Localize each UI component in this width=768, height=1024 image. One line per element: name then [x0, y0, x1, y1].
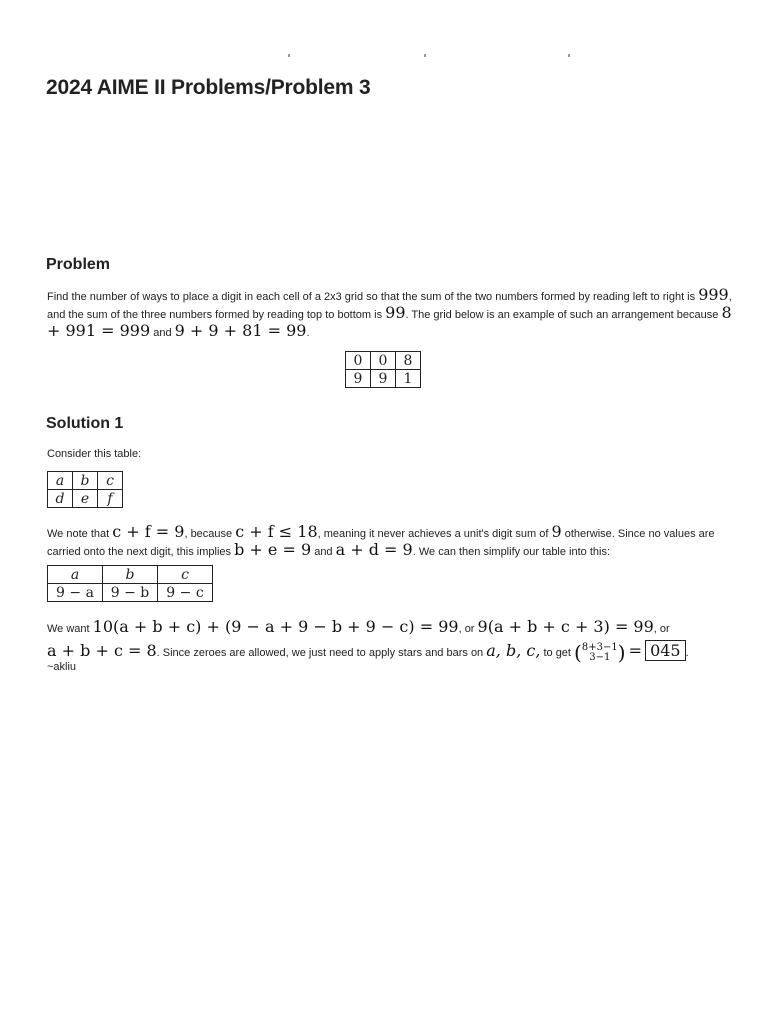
math-equals: = [628, 641, 642, 660]
solution-text: . [685, 647, 689, 659]
solution-text: , or [653, 623, 670, 635]
solution-text: and [311, 546, 336, 558]
boxed-answer: 045 [645, 640, 686, 661]
problem-heading: Problem [46, 256, 111, 273]
math-sum-rows: 8 + 991 = 999 [47, 303, 732, 340]
grid-cell: 1 [396, 370, 421, 388]
tick-mark [568, 54, 570, 57]
math-equation-3: a + b + c = 8 [47, 641, 157, 660]
grid-row [48, 490, 123, 508]
grid-cell: f [98, 490, 123, 508]
math-c-plus-f: c + f = 9 [112, 522, 185, 541]
tick-mark [288, 54, 290, 57]
math-99: 99 [385, 303, 406, 322]
solution-text: We want [47, 623, 93, 635]
solution-text: . We can then simplify our table into this: [412, 546, 611, 558]
page-title: 2024 AIME II Problems/Problem 3 [46, 76, 371, 99]
solution-intro: Consider this table: [47, 448, 142, 460]
grid-cell: e [73, 490, 98, 508]
grid-cell: 9 − c [158, 584, 213, 602]
grid-cell: b [103, 566, 158, 584]
grid-row [48, 566, 213, 584]
grid-cell: 0 [346, 352, 371, 370]
solution-text: , or [458, 623, 478, 635]
grid-cell: b [73, 472, 98, 490]
math-999: 999 [698, 285, 729, 304]
example-grid [345, 351, 421, 388]
grid-cell: 9 − b [103, 584, 158, 602]
variable-grid [47, 471, 123, 508]
grid-row [346, 370, 421, 388]
math-b-plus-e: b + e = 9 [234, 540, 312, 559]
grid-row [48, 584, 213, 602]
problem-text: , and the sum of the three numbers formed by reading top to bottom is [47, 291, 732, 321]
math-a-plus-d: a + d = 9 [335, 540, 413, 559]
grid-cell: 0 [371, 352, 396, 370]
math-equation-2: 9(a + b + c + 3) = 99 [477, 617, 654, 636]
header-divider-ticks [0, 54, 768, 60]
grid-cell: 9 [371, 370, 396, 388]
solution-derivation [47, 616, 737, 664]
problem-text: Find the number of ways to place a digit in each cell of a 2x3 grid so that the sum of the two numbers formed by reading left to right is [47, 291, 699, 303]
grid-cell: a [48, 472, 73, 490]
problem-text: . The grid below is an example of such an arrangement because [405, 309, 722, 321]
binomial-left-paren-icon: ( [574, 640, 582, 665]
math-c-plus-f-bound: c + f ≤ 18 [235, 522, 318, 541]
problem-text: . [306, 327, 310, 339]
author-signature: ~akliu [47, 661, 77, 673]
grid-cell: 9 − a [48, 584, 103, 602]
grid-row [48, 472, 123, 490]
solution-heading: Solution 1 [46, 415, 124, 432]
binomial-right-paren-icon: ) [617, 640, 626, 665]
solution-text: , because [184, 528, 236, 540]
grid-cell: c [98, 472, 123, 490]
grid-row [346, 352, 421, 370]
solution-text: to get [540, 647, 575, 659]
problem-text: and [150, 327, 175, 339]
grid-cell: 9 [346, 370, 371, 388]
grid-cell: d [48, 490, 73, 508]
binomial-top: 8+3−1 [581, 642, 618, 654]
math-sum-columns: 9 + 9 + 81 = 99 [174, 321, 307, 340]
solution-note [47, 524, 737, 560]
math-variables: a, b, c, [486, 641, 541, 660]
solution-text: otherwise. Since no values are carried onto the next digit, this implies [47, 528, 715, 558]
solution-text: , meaning it never achieves a unit's digit sum of [317, 528, 552, 540]
tick-mark [424, 54, 426, 57]
math-equation-1: 10(a + b + c) + (9 − a + 9 − b + 9 − c) = 99 [92, 617, 459, 636]
grid-cell: a [48, 566, 103, 584]
solution-text: We note that [47, 528, 113, 540]
math-nine: 9 [551, 522, 562, 541]
simplified-grid [47, 565, 213, 602]
grid-cell: c [158, 566, 213, 584]
problem-statement [47, 287, 737, 341]
binomial-bottom: 3−1 [589, 652, 611, 664]
grid-cell: 8 [396, 352, 421, 370]
solution-text: . Since zeroes are allowed, we just need to apply stars and bars on [156, 647, 487, 659]
